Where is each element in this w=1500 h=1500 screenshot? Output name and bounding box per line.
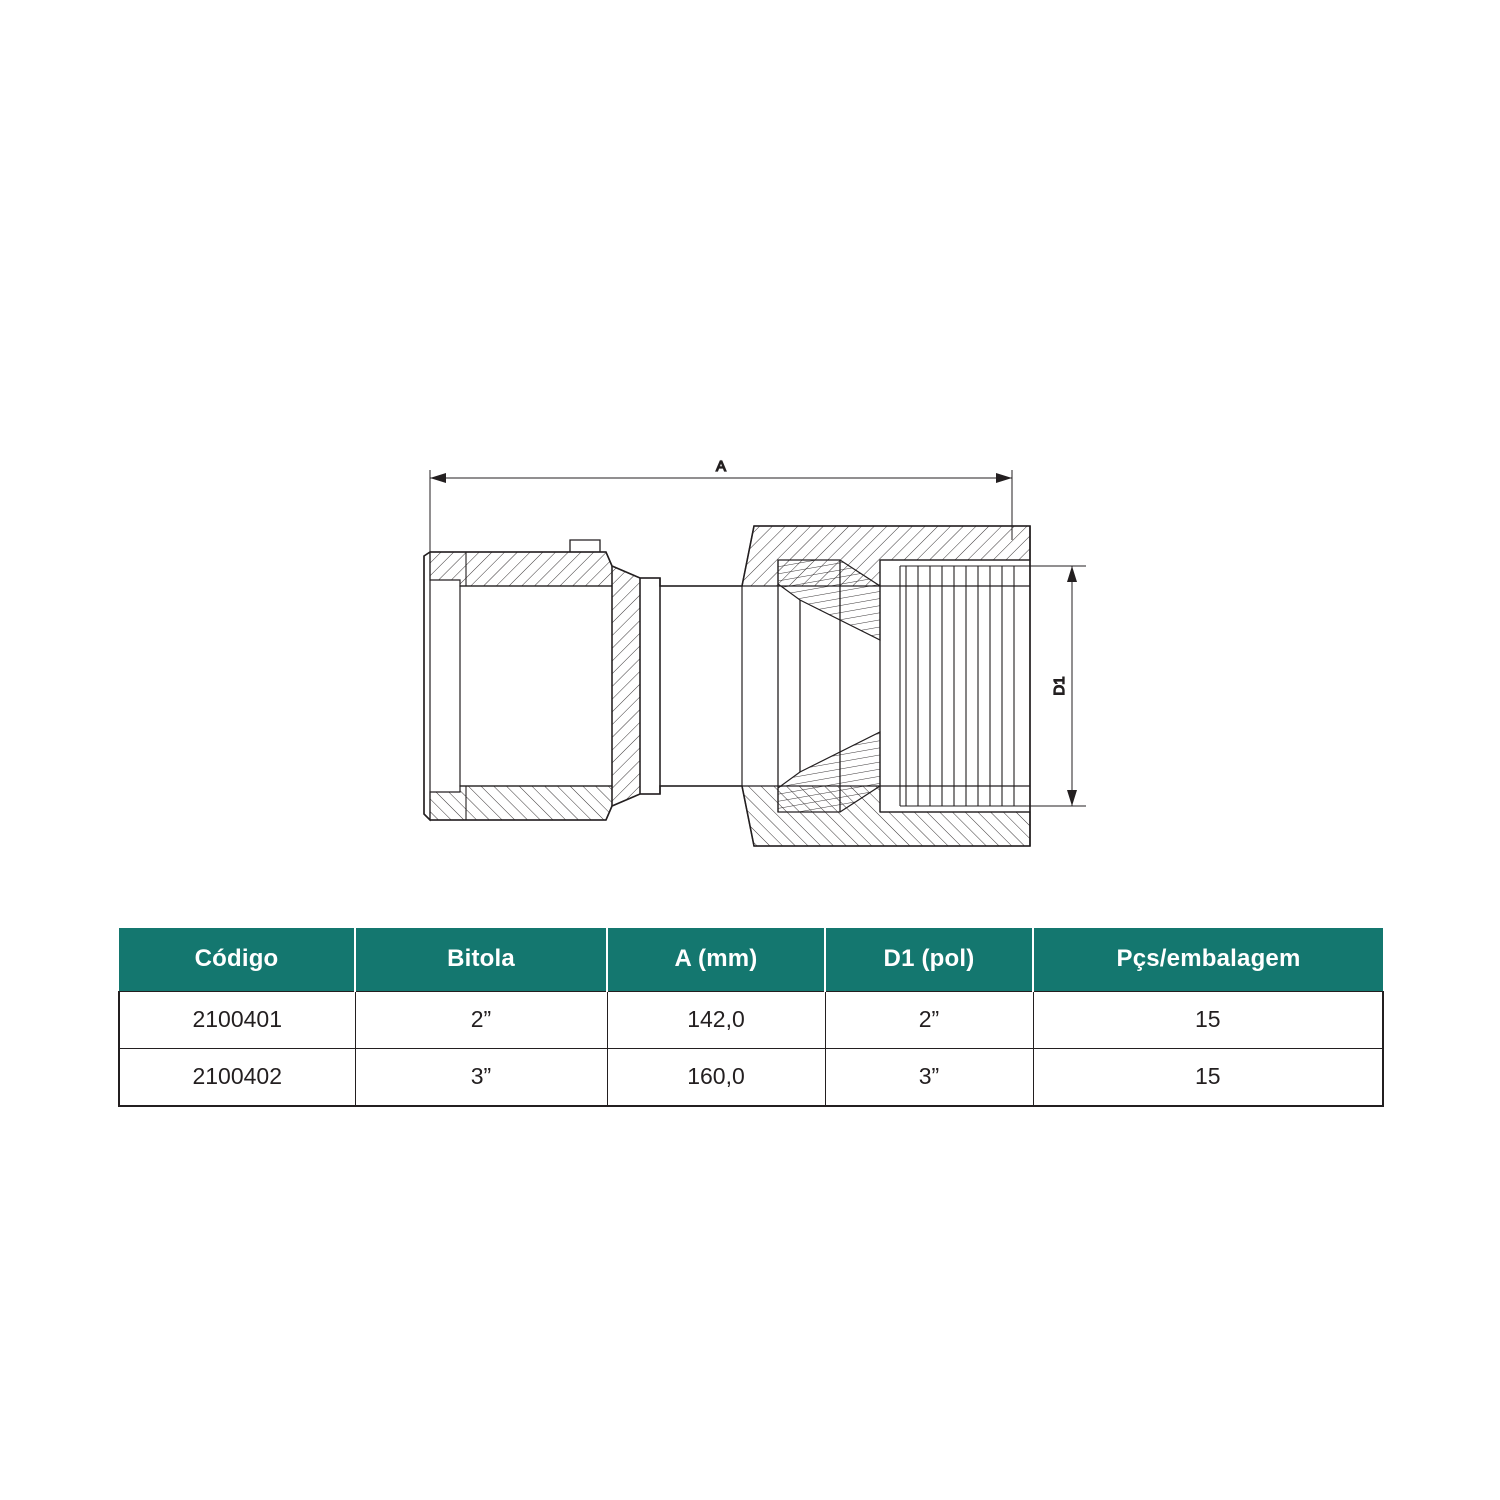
dimension-d1-label: D1: [1051, 676, 1068, 696]
column-header-a-mm: A (mm): [607, 928, 825, 992]
column-header-codigo: Código: [119, 928, 355, 992]
table-row: [119, 1049, 1383, 1107]
table-header-row: [119, 928, 1383, 992]
neck-section: [612, 566, 742, 806]
cell-d1-pol: 3”: [825, 1049, 1033, 1107]
cell-a-mm: 160,0: [607, 1049, 825, 1107]
cell-codigo: 2100402: [119, 1049, 355, 1107]
left-barb-section: [424, 552, 612, 820]
conical-seat: [778, 560, 880, 812]
dimension-a-label: A: [715, 458, 727, 475]
thread-profile: [900, 566, 1024, 806]
internal-bore-lines: [880, 560, 1030, 812]
table-row: [119, 992, 1383, 1049]
cell-pcs-embalagem: 15: [1033, 992, 1383, 1049]
cell-d1-pol: 2”: [825, 992, 1033, 1049]
cell-bitola: 2”: [355, 992, 607, 1049]
barb-step: [570, 540, 600, 552]
column-header-pcs-embalagem: Pçs/embalagem: [1033, 928, 1383, 992]
cell-bitola: 3”: [355, 1049, 607, 1107]
cell-codigo: 2100401: [119, 992, 355, 1049]
column-header-d1-pol: D1 (pol): [825, 928, 1033, 992]
specification-table: [118, 928, 1382, 1107]
cell-a-mm: 142,0: [607, 992, 825, 1049]
cell-pcs-embalagem: 15: [1033, 1049, 1383, 1107]
column-header-bitola: Bitola: [355, 928, 607, 992]
